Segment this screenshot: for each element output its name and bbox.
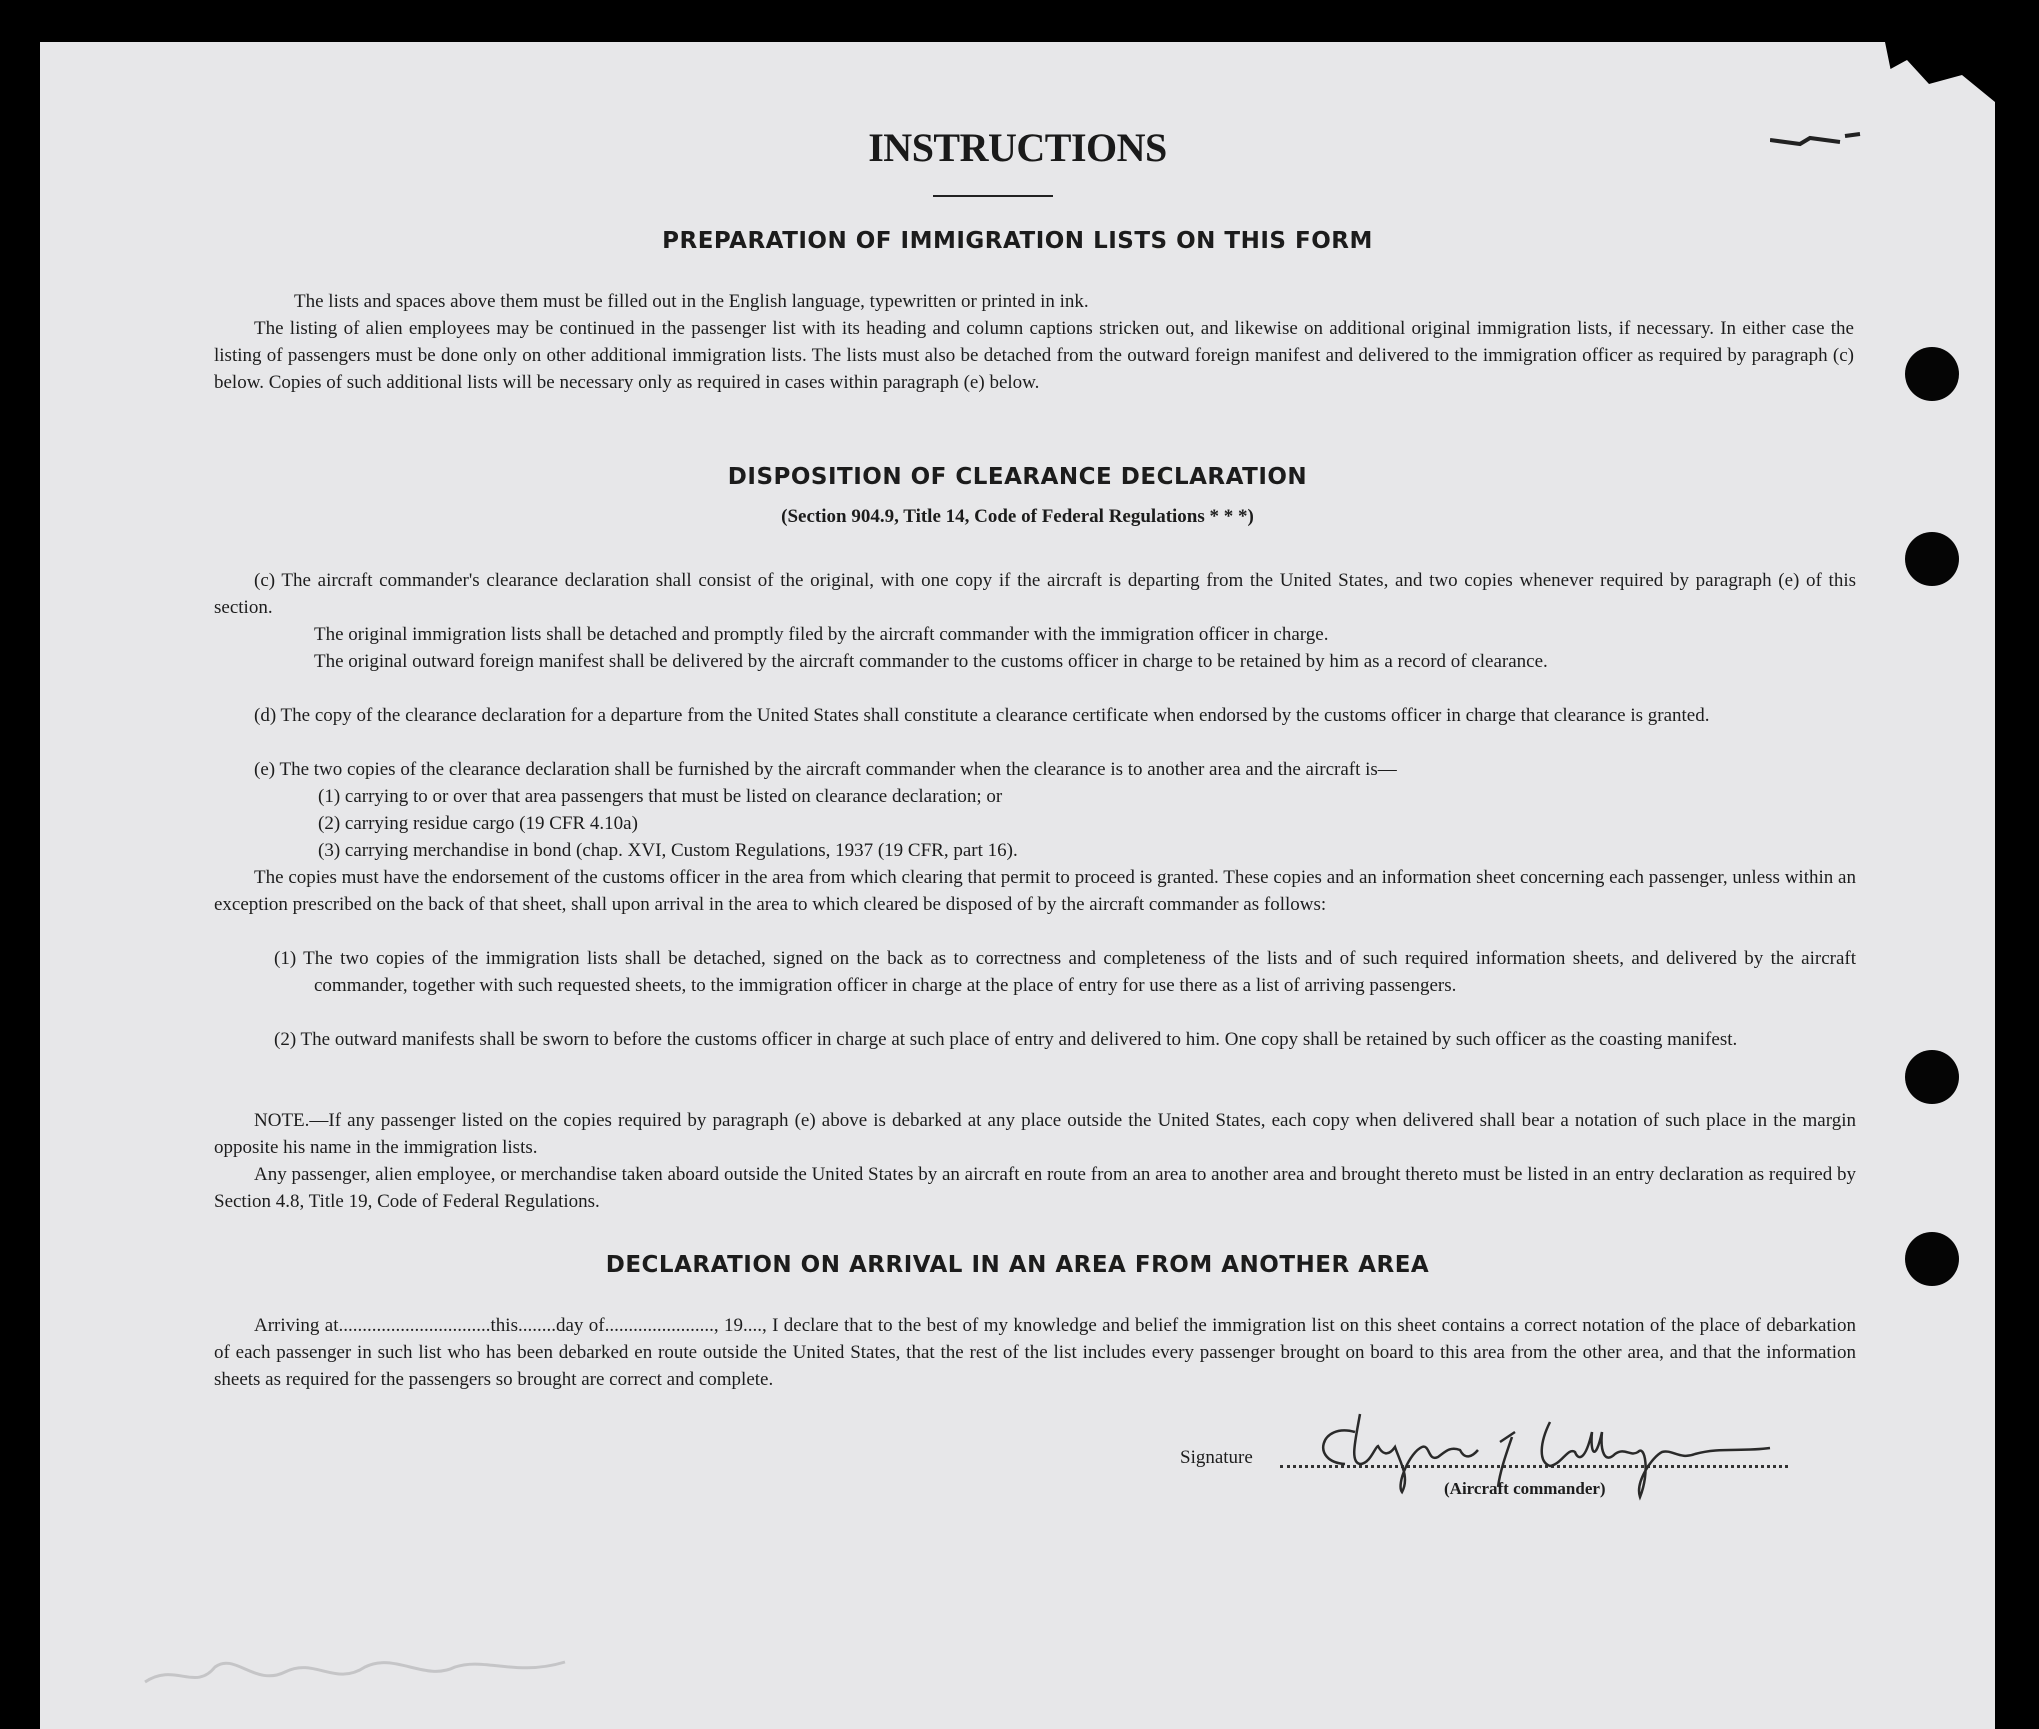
paragraph-f1: (1) The two copies of the immigration lists shall be detached, signed on the back as to correctness and completeness of the lists and of such required information sheets, and delivered by the aircraft commander, together with such requested sheets, to the immigration officer in charge at the place of entry for use there as a list of arriving passengers. [274, 948, 1856, 996]
paragraph-e: (e) The two copies of the clearance declaration shall be furnished by the aircraft commander when the clearance is to another area and the aircraft is— [254, 759, 1397, 780]
punch-hole [1905, 532, 1959, 586]
faint-signature-bleedthrough [135, 1632, 595, 1712]
paragraph-c1: The original immigration lists shall be detached and promptly filed by the aircraft commander with the immigration officer in charge. [314, 624, 1329, 645]
paragraph-any: Any passenger, alien employee, or merchandise taken aboard outside the United States by an aircraft en route from an area to another area and brought thereto must be listed in an entry declaration as required by Section 4.8, Title 19, Code of Federal Regulations. [214, 1164, 1856, 1212]
torn-corner [1885, 42, 1995, 102]
paragraph-e2: (2) carrying residue cargo (19 CFR 4.10a) [318, 813, 638, 834]
paragraph-copies: The copies must have the endorsement of the customs officer in the area from which clearing that permit to proceed is granted. These copies and an information sheet concerning each passenger, unless within an exception prescribed on the back of that sheet, shall upon arrival in the area to which cleared be disposed of by the aircraft commander as follows: [214, 867, 1856, 915]
title-divider [933, 195, 1053, 197]
section-heading-declaration: DECLARATION ON ARRIVAL IN AN AREA FROM ANOTHER AREA [605, 1252, 1430, 1278]
paragraph: The lists and spaces above them must be filled out in the English language, typewritten or printed in ink. [294, 291, 1089, 312]
section-heading-disposition: DISPOSITION OF CLEARANCE DECLARATION [727, 464, 1308, 490]
section-subheading: (Section 904.9, Title 14, Code of Federal Regulations * * *) [781, 506, 1254, 527]
paragraph-c: (c) The aircraft commander's clearance declaration shall consist of the original, with one copy if the aircraft is departing from the United States, and two copies whenever required by paragraph (e) of this section. [214, 570, 1856, 618]
paragraph-d: (d) The copy of the clearance declaration for a departure from the United States shall constitute a clearance certificate when endorsed by the customs officer in charge that clearance is granted. [254, 705, 1710, 726]
paragraph-e3: (3) carrying merchandise in bond (chap. XVI, Custom Regulations, 1937 (19 CFR, part 16). [318, 840, 1018, 861]
paragraph-f2: (2) The outward manifests shall be sworn to before the customs officer in charge at such place of entry and delivered to him. One copy shall be retained by such officer as the coasting manifest. [274, 1029, 1738, 1050]
section-heading-preparation: PREPARATION OF IMMIGRATION LISTS ON THIS FORM [662, 228, 1373, 254]
document-page [40, 42, 1995, 1729]
page-title: INSTRUCTIONS [868, 125, 1167, 170]
declaration-paragraph: Arriving at................................this........day of......................., 19...., I declare that to the best of my knowledge and belief the immigration list on this sheet contains a correct notation of the place of debarkation of each passenger in such list who has been debarked en route outside the United States, that the rest of the list includes every passenger brought on board to this area from the other area, and that the information sheets as required for the passengers so brought are correct and complete. [214, 1315, 1856, 1390]
paragraph-c2: The original outward foreign manifest shall be delivered by the aircraft commander to the customs officer in charge to be retained by him as a record of clearance. [314, 651, 1548, 672]
punch-hole [1905, 347, 1959, 401]
punch-hole [1905, 1050, 1959, 1104]
paragraph-e1: (1) carrying to or over that area passengers that must be listed on clearance declaration; or [318, 786, 1003, 807]
paragraph: The listing of alien employees may be continued in the passenger list with its heading and column captions stricken out, and likewise on additional original immigration lists, if necessary. In either case the listing of passengers must be done only on other additional immigration lists. The lists must also be detached from the outward foreign manifest and delivered to the immigration officer as required by paragraph (c) below. Copies of such additional lists will be necessary only as required in cases within paragraph (e) below. [214, 318, 1854, 393]
paragraph-note: NOTE.—If any passenger listed on the copies required by paragraph (e) above is debarked at any place outside the United States, each copy when delivered shall bear a notation of such place in the margin opposite his name in the immigration lists. [214, 1110, 1856, 1158]
signature-caption: (Aircraft commander) [1444, 1479, 1606, 1498]
handwritten-signature [1300, 1402, 1820, 1502]
signature-label: Signature [1180, 1447, 1253, 1468]
